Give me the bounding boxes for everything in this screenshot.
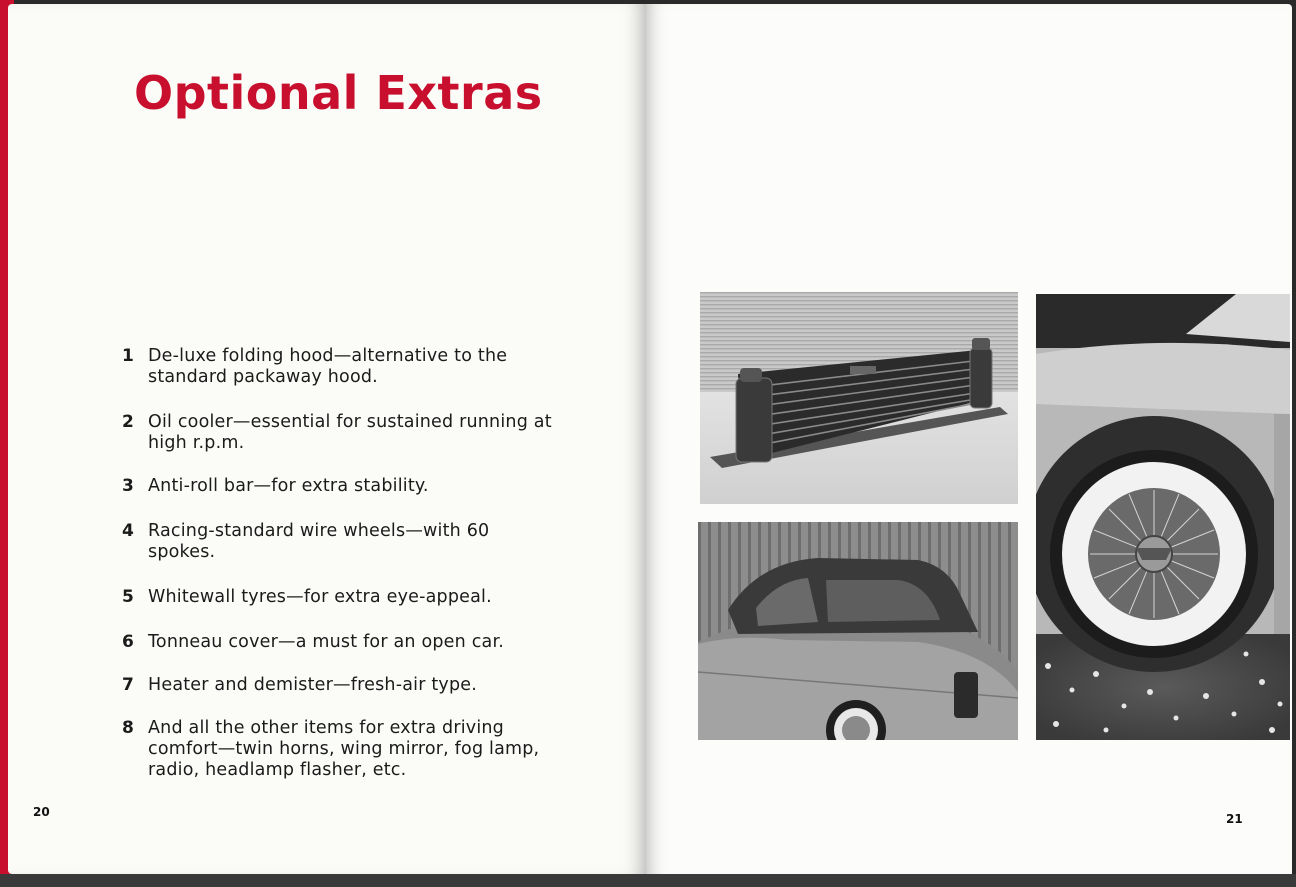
page-number-left: 20 xyxy=(33,805,50,819)
item-number: 5 xyxy=(122,587,134,607)
list-item xyxy=(118,346,558,388)
car-with-hood-photo xyxy=(698,522,1018,740)
item-text: Whitewall tyres—for extra eye-appeal. xyxy=(148,587,492,607)
page-title: Optional Extras xyxy=(134,66,543,120)
item-number: 8 xyxy=(122,718,134,738)
item-number: 4 xyxy=(122,521,134,541)
item-number: 6 xyxy=(122,632,134,652)
item-text: Racing-standard wire wheels—with 60 spokes. xyxy=(148,521,490,562)
item-text: De-luxe folding hood—alternative to the standard packaway hood. xyxy=(148,346,508,387)
item-number: 7 xyxy=(122,675,134,695)
item-text: Oil cooler—essential for sustained running at high r.p.m. xyxy=(148,412,552,453)
list-item xyxy=(118,675,558,696)
page-number-right: 21 xyxy=(1226,812,1243,826)
list-item xyxy=(118,476,558,497)
item-text: Tonneau cover—a must for an open car. xyxy=(148,632,504,652)
oil-cooler-photo xyxy=(700,292,1018,504)
extras-list xyxy=(118,346,558,781)
item-text: And all the other items for extra driving comfort—twin horns, wing mirror, fog lamp, radio, headlamp flasher, etc. xyxy=(148,718,540,780)
list-item xyxy=(118,412,558,454)
list-item xyxy=(118,632,558,653)
item-text: Heater and demister—fresh-air type. xyxy=(148,675,478,695)
item-number: 1 xyxy=(122,346,134,366)
list-item xyxy=(118,587,558,608)
whitewall-wire-wheel-photo xyxy=(1036,294,1290,740)
list-item xyxy=(118,521,558,563)
item-text: Anti-roll bar—for extra stability. xyxy=(148,476,429,496)
list-item xyxy=(118,718,558,781)
item-number: 3 xyxy=(122,476,134,496)
item-number: 2 xyxy=(122,412,134,432)
bottom-shadow xyxy=(0,874,1296,887)
